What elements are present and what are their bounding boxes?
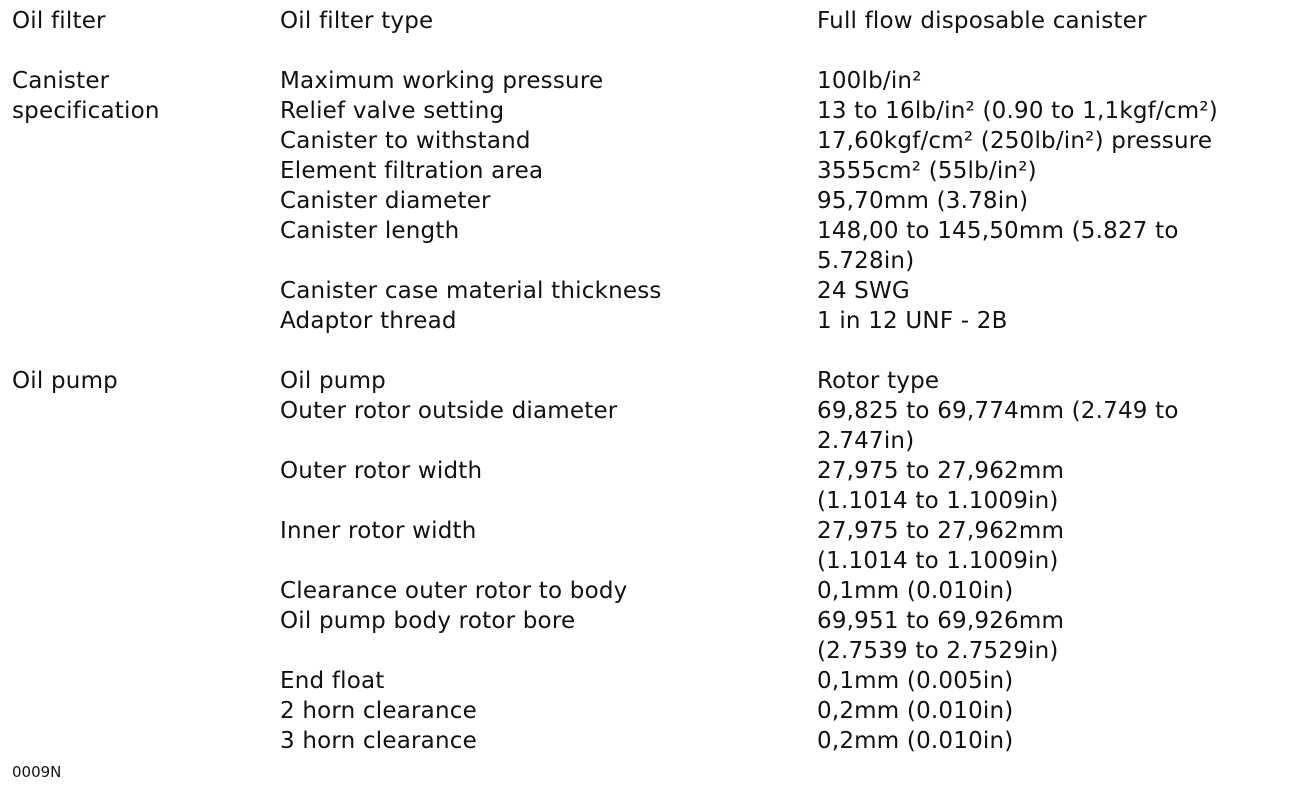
spec-label: Inner rotor width — [280, 518, 477, 544]
spec-label: Canister diameter — [280, 188, 491, 214]
spec-value: 17,60kgf/cm² (250lb/in²) pressure — [817, 128, 1213, 154]
spec-value: 27,975 to 27,962mm — [817, 458, 1065, 484]
spec-label: 3 horn clearance — [280, 728, 477, 754]
spec-value-continued: 5.728in) — [817, 248, 915, 274]
spec-label: Outer rotor outside diameter — [280, 398, 618, 424]
spec-value: 69,825 to 69,774mm (2.749 to — [817, 398, 1179, 424]
spec-value: 69,951 to 69,926mm — [817, 608, 1065, 634]
spec-label: Element filtration area — [280, 158, 544, 184]
section-heading-oil-filter: Oil filter — [12, 8, 106, 34]
spec-value: 1 in 12 UNF - 2B — [817, 308, 1008, 334]
spec-label: Clearance outer rotor to body — [280, 578, 628, 604]
spec-value: 13 to 16lb/in² (0.90 to 1,1kgf/cm²) — [817, 98, 1218, 124]
spec-value: 3555cm² (55lb/in²) — [817, 158, 1037, 184]
spec-value: 0,1mm (0.005in) — [817, 668, 1014, 694]
spec-label: Adaptor thread — [280, 308, 457, 334]
spec-value-continued: (1.1014 to 1.1009in) — [817, 548, 1059, 574]
spec-value: 0,2mm (0.010in) — [817, 698, 1014, 724]
spec-label: Relief valve setting — [280, 98, 505, 124]
spec-value-continued: 2.747in) — [817, 428, 915, 454]
section-heading-canister: Canister — [12, 68, 110, 94]
spec-label: Oil pump body rotor bore — [280, 608, 576, 634]
reference-code: 0009N — [12, 763, 62, 781]
spec-value: 95,70mm (3.78in) — [817, 188, 1029, 214]
spec-label: Canister to withstand — [280, 128, 531, 154]
spec-label: End float — [280, 668, 385, 694]
spec-value: 0,2mm (0.010in) — [817, 728, 1014, 754]
spec-label: Oil pump — [280, 368, 386, 394]
spec-value: 100lb/in² — [817, 68, 922, 94]
spec-label: Outer rotor width — [280, 458, 483, 484]
spec-label: Canister length — [280, 218, 460, 244]
spec-value-continued: (2.7539 to 2.7529in) — [817, 638, 1059, 664]
spec-value: 27,975 to 27,962mm — [817, 518, 1065, 544]
spec-label: Canister case material thickness — [280, 278, 662, 304]
spec-value: 24 SWG — [817, 278, 910, 304]
section-heading-oil-pump: Oil pump — [12, 368, 118, 394]
spec-label: Oil filter type — [280, 8, 434, 34]
spec-value-continued: (1.1014 to 1.1009in) — [817, 488, 1059, 514]
spec-label: Maximum working pressure — [280, 68, 604, 94]
section-heading-specification: specification — [12, 98, 160, 124]
spec-value: 148,00 to 145,50mm (5.827 to — [817, 218, 1179, 244]
spec-label: 2 horn clearance — [280, 698, 477, 724]
spec-value: 0,1mm (0.010in) — [817, 578, 1014, 604]
spec-value: Rotor type — [817, 368, 940, 394]
spec-value: Full flow disposable canister — [817, 8, 1147, 34]
